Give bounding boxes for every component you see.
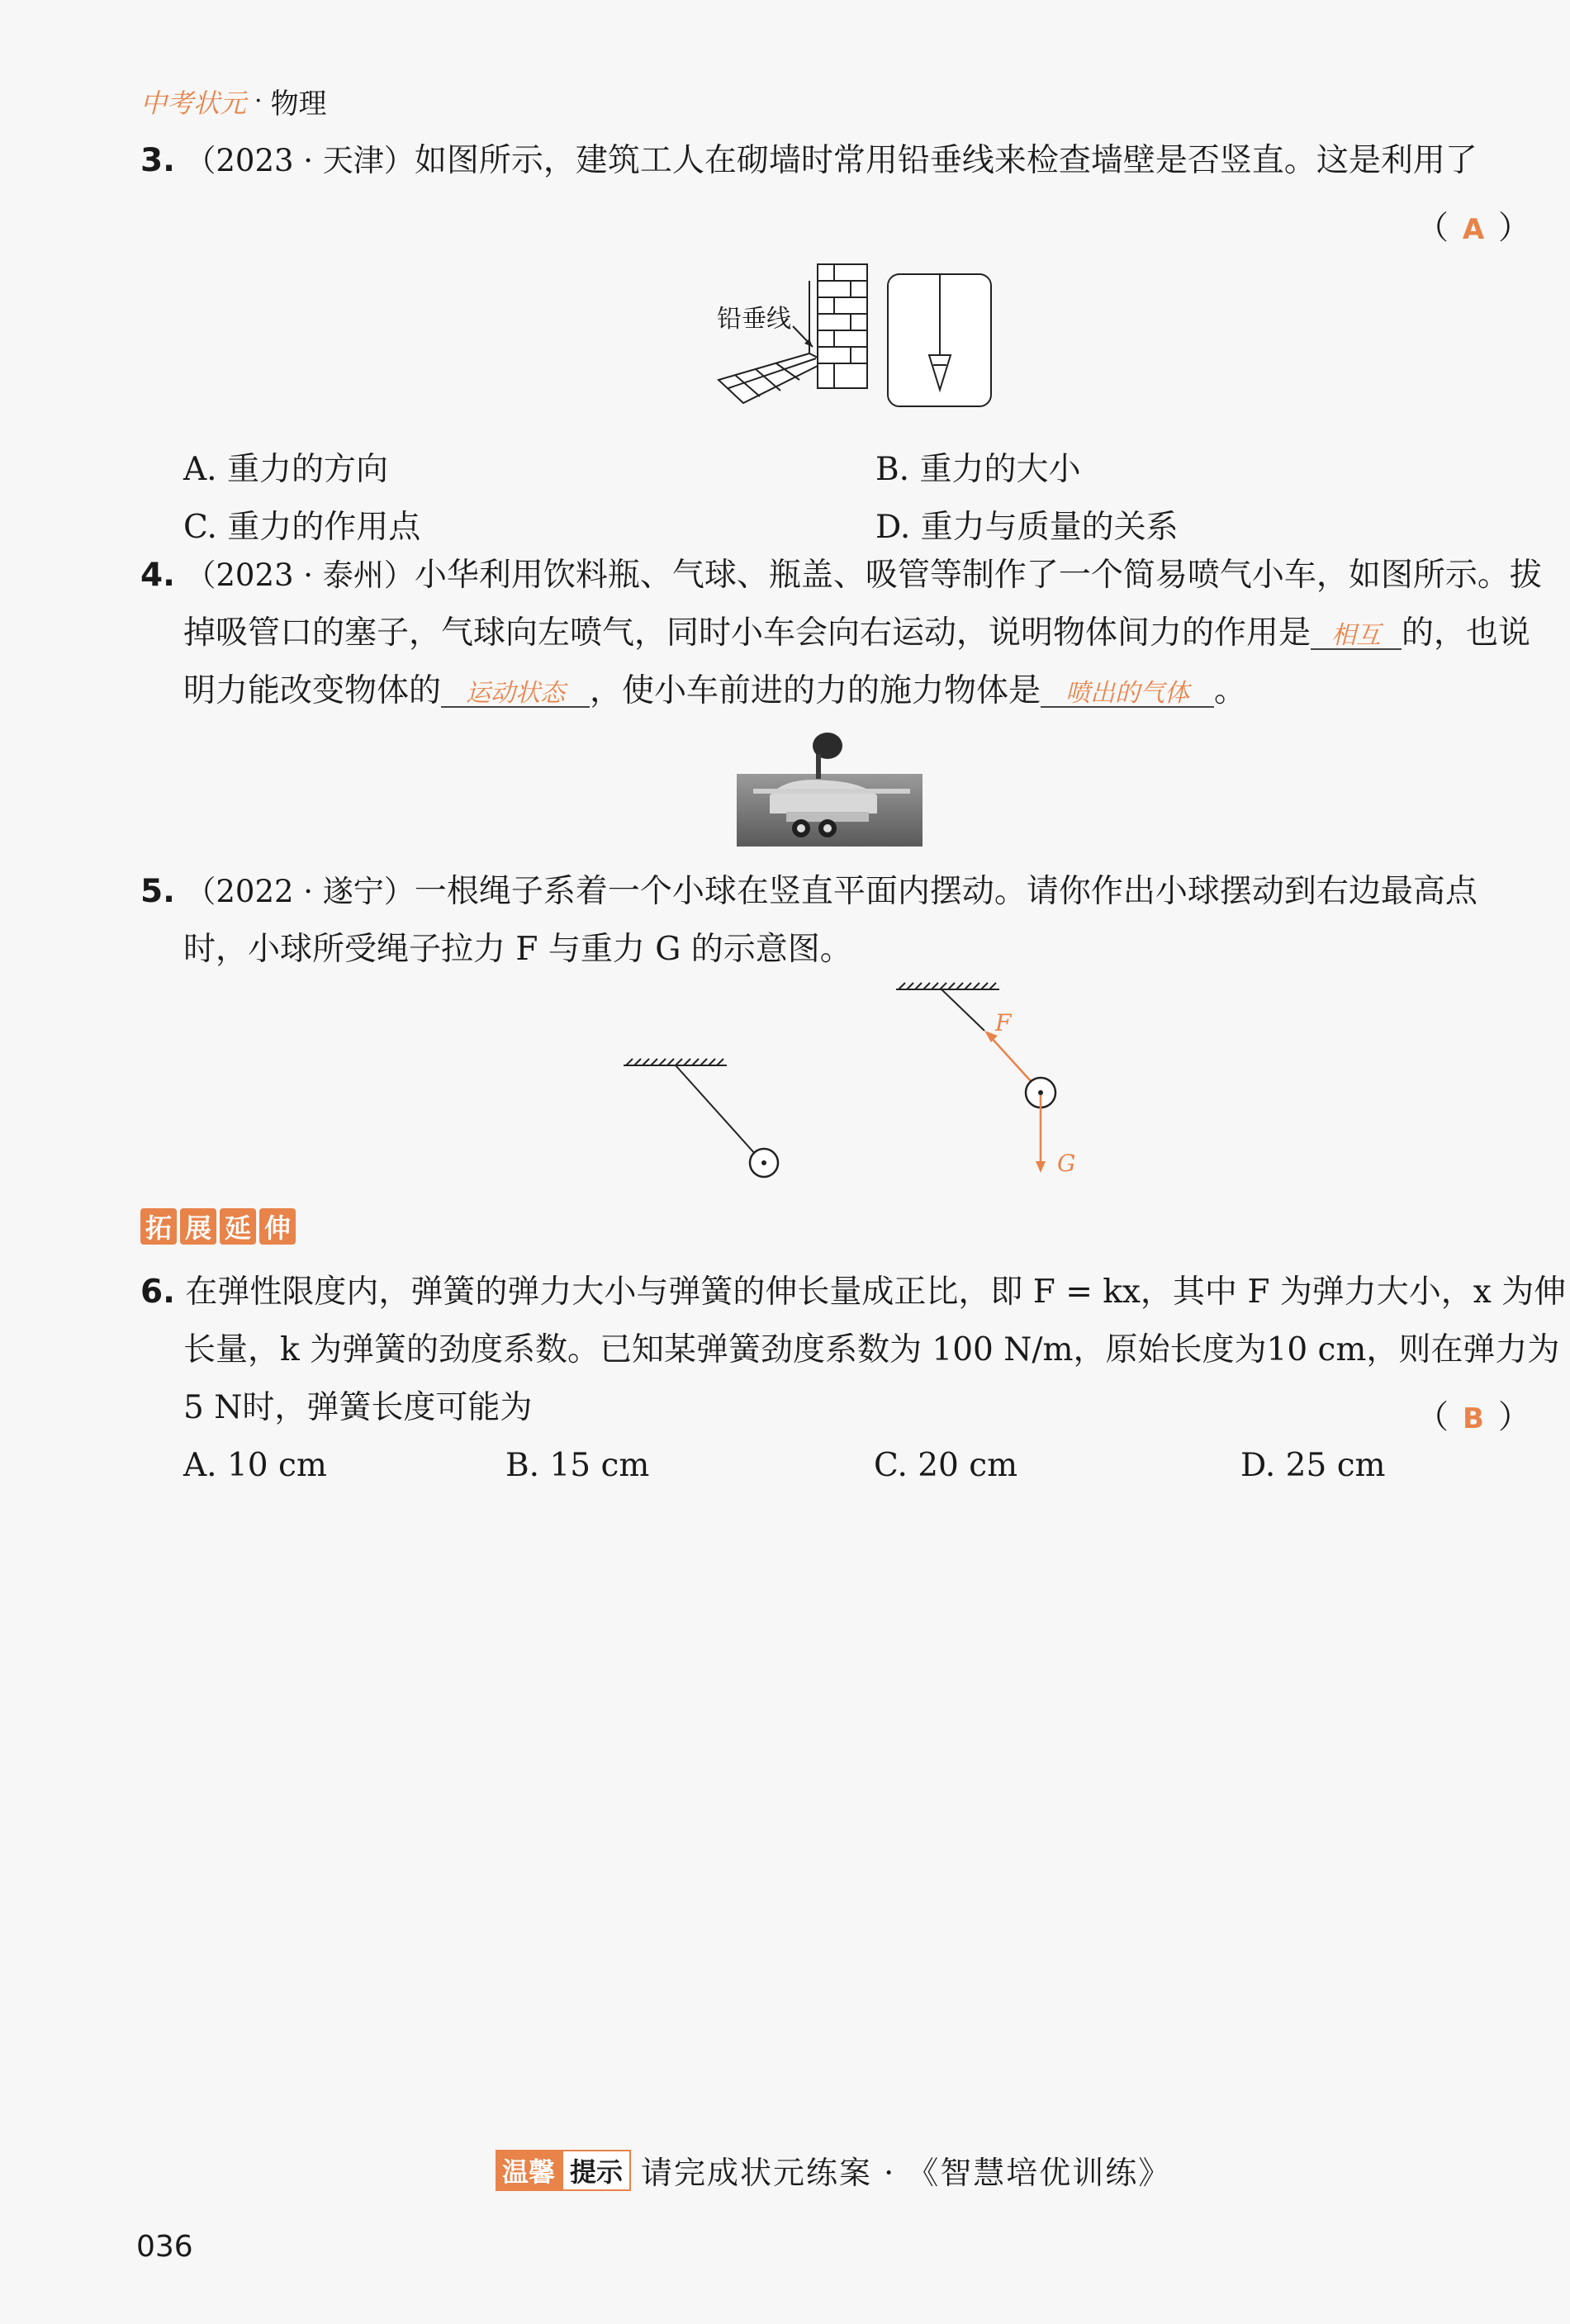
q4-text-2b: 的，也说 (1402, 614, 1531, 652)
header-dot: · (254, 87, 263, 116)
q3-paren-close: ） (1498, 210, 1531, 247)
q3-option-c: C. 重力的作用点 (183, 509, 421, 546)
q6-option-c: C. 20 cm (874, 1447, 1018, 1484)
q6-line2: 长量，k 为弹簧的劲度系数。已知某弹簧劲度系数为 100 N/m，原始长度为10 cm，则在弹力为 (183, 1331, 1560, 1368)
page-header (140, 81, 327, 121)
brand-logo: 中考状元 (140, 87, 247, 119)
q3-paren-open: （ (1416, 210, 1449, 247)
q5-pendulum-figure (611, 975, 1107, 1189)
q4-blank-2: 运动状态 (441, 681, 590, 708)
q4-line3 (183, 672, 1247, 709)
q4-blank-3: 喷出的气体 (1041, 681, 1214, 708)
q4-line1 (140, 557, 1542, 594)
q5-source: （2022 · 遂宁） (185, 874, 415, 909)
section-tag-extension (140, 1208, 296, 1245)
q3-option-d: D. 重力与质量的关系 (875, 509, 1179, 546)
q6-answer-box (1416, 1392, 1530, 1438)
q3-plumb-line-figure (710, 256, 1008, 413)
q4-blank-1: 相互 (1311, 624, 1402, 650)
q3-option-b: B. 重力的大小 (875, 451, 1081, 488)
q6-line3: 5 N时，弹簧长度可能为 (183, 1389, 533, 1426)
q6-option-d: D. 25 cm (1240, 1447, 1386, 1484)
page-number: 036 (136, 2230, 193, 2264)
q3-text: 如图所示，建筑工人在砌墙时常用铅垂线来检查墙壁是否竖直。这是利用了 (414, 142, 1478, 179)
q4-number: 4. (140, 557, 175, 594)
subject-title: 物理 (270, 88, 327, 121)
q4-text-3a: 明力能改变物体的 (183, 672, 442, 709)
q3-source: （2023 · 天津） (185, 143, 415, 178)
q5-number: 5. (140, 873, 175, 910)
q5-label-G: G (1057, 1150, 1076, 1177)
footer-text: 请完成状元练案 · 《智慧培优训练》 (641, 2155, 1172, 2191)
q3-line1 (140, 142, 1478, 179)
q3-answer-box (1416, 202, 1530, 249)
footer-tip (496, 2147, 1171, 2193)
tag-char-3: 延 (220, 1208, 256, 1245)
q3-number: 3. (140, 142, 175, 179)
q4-text-3c: 。 (1214, 672, 1247, 709)
q5-text-1: 一根绳子系着一个小球在竖直平面内摆动。请你作出小球摆动到右边最高点 (414, 873, 1478, 910)
q6-paren-close: ） (1498, 1399, 1531, 1436)
q4-text-3b: ，使小车前进的力的施力物体是 (590, 672, 1041, 709)
warm-tip-1: 温馨 (496, 2150, 562, 2191)
q6-line1 (140, 1273, 1567, 1311)
q5-line2: 时，小球所受绳子拉力 F 与重力 G 的示意图。 (183, 931, 852, 968)
q3-answer: A (1462, 213, 1485, 246)
q6-option-a: A. 10 cm (183, 1447, 327, 1484)
q4-line2 (183, 614, 1531, 652)
q4-jet-car-photo (737, 731, 923, 847)
tag-char-1: 拓 (140, 1208, 177, 1245)
q3-option-a: A. 重力的方向 (183, 451, 388, 488)
q3-figure-label: 铅垂线 (717, 305, 791, 334)
q5-label-F: F (995, 1009, 1012, 1036)
tag-char-4: 伸 (259, 1208, 296, 1245)
q4-text-1: 小华利用饮料瓶、气球、瓶盖、吸管等制作了一个简易喷气小车，如图所示。拔 (414, 557, 1542, 594)
tag-char-2: 展 (180, 1208, 216, 1245)
warm-tip-badge (496, 2150, 631, 2191)
q6-number: 6. (140, 1273, 175, 1311)
q6-text-1: 在弹性限度内，弹簧的弹力大小与弹簧的伸长量成正比，即 F = kx，其中 F 为弹力大小，x 为伸 (185, 1273, 1567, 1311)
q6-option-b: B. 15 cm (505, 1447, 650, 1484)
q5-line1 (140, 875, 1478, 908)
q4-source: （2023 · 泰州） (185, 557, 415, 593)
warm-tip-2: 提示 (562, 2150, 631, 2191)
q4-text-2a: 掉吸管口的塞子，气球向左喷气，同时小车会向右运动，说明物体间力的作用是 (183, 614, 1311, 652)
q6-paren-open: （ (1416, 1399, 1449, 1436)
q6-answer: B (1463, 1402, 1484, 1435)
